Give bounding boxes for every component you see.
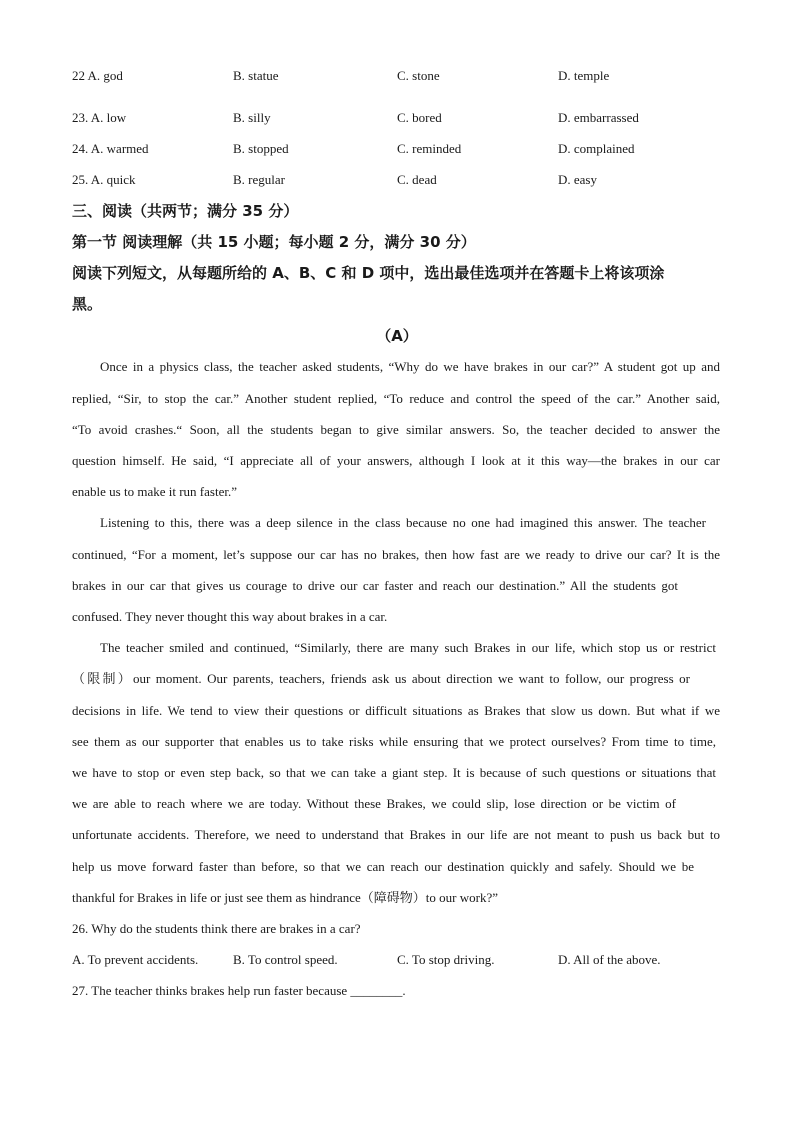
- option-c: C. stone: [397, 68, 440, 83]
- instruction-line-1: 阅读下列短文，从每题所给的 A、B、C 和 D 项中，选出最佳选项并在答题卡上将该项涂: [72, 264, 665, 282]
- passage-line: help us move forward faster than before, so that we can reach our destination quickly and safely. Should we be: [72, 859, 694, 874]
- passage-title: （A）: [376, 327, 418, 345]
- passage-line: Listening to this, there was a deep silence in the class because no one had imagined this answer. The teacher: [100, 515, 706, 530]
- instruction-line-2: 黑。: [72, 295, 103, 313]
- passage-line: enable us to make it run faster.”: [72, 484, 237, 499]
- option-b: B. stopped: [233, 141, 289, 156]
- option-b: B. regular: [233, 172, 285, 187]
- passage-line: see them as our supporter that enables us to take risks while ensuring that we protect ourselves? From time to time,: [72, 734, 716, 749]
- passage-line: thankful for Brakes in life or just see them as hindrance（障碍物）to our work?”: [72, 890, 498, 905]
- option-a: 25. A. quick: [72, 172, 136, 187]
- section-heading: 三、阅读（共两节；满分 35 分）: [72, 202, 299, 220]
- passage-line: continued, “For a moment, let’s suppose our car has no brakes, then how fast are we ready to drive our car? It is the: [72, 547, 720, 562]
- option-d: D. complained: [558, 141, 635, 156]
- option-c: C. bored: [397, 110, 442, 125]
- option-b: B. statue: [233, 68, 279, 83]
- option-c: C. reminded: [397, 141, 462, 156]
- option-a: A. To prevent accidents.: [72, 952, 199, 967]
- question-27-stem: 27. The teacher thinks brakes help run faster because ________.: [72, 983, 406, 998]
- passage-line: The teacher smiled and continued, “Similarly, there are many such Brakes in our life, which stop us or restrict: [100, 640, 716, 655]
- option-c: C. To stop driving.: [397, 952, 495, 967]
- passage-line: we have to stop or even step back, so that we can take a giant step. It is because of such questions or situations that: [72, 765, 716, 780]
- passage-line: question himself. He said, “I appreciate all of your answers, although I look at it this way—the brakes in our car: [72, 453, 720, 468]
- option-d: D. embarrassed: [558, 110, 639, 125]
- question-23-options: [72, 108, 752, 128]
- question-24-options: [72, 139, 752, 159]
- passage-line: replied, “Sir, to stop the car.” Another student replied, “To reduce and control the speed of the car.” Another said,: [72, 391, 720, 406]
- option-d: D. All of the above.: [558, 952, 661, 967]
- passage-line: brakes in our car that gives us courage to drive our car faster and reach our destination.” All the students got: [72, 578, 678, 593]
- question-26-stem: 26. Why do the students think there are brakes in a car?: [72, 921, 361, 936]
- passage-line: unfortunate accidents. Therefore, we need to understand that Brakes in our life are not meant to push us back but to: [72, 827, 720, 842]
- question-25-options: [72, 170, 752, 190]
- passage-line: “To avoid crashes.“ Soon, all the students began to give similar answers. So, the teacher decided to answer the: [72, 422, 720, 437]
- question-22-options: [72, 66, 752, 86]
- option-d: D. temple: [558, 68, 610, 83]
- option-b: B. silly: [233, 110, 271, 125]
- passage-line: we are able to reach where we are today. Without these Brakes, we could slip, lose direction or be victim of: [72, 796, 676, 811]
- option-d: D. easy: [558, 172, 597, 187]
- part-heading: 第一节 阅读理解（共 15 小题；每小题 2 分，满分 30 分）: [72, 233, 476, 251]
- option-b: B. To control speed.: [233, 952, 338, 967]
- passage-line: Once in a physics class, the teacher asked students, “Why do we have brakes in our car?” A student got up and: [100, 359, 720, 374]
- option-a: 23. A. low: [72, 110, 127, 125]
- option-a: 22 A. god: [72, 68, 123, 83]
- option-a: 24. A. warmed: [72, 141, 149, 156]
- question-26-options: [72, 950, 752, 970]
- passage-line: decisions in life. We tend to view their questions or difficult situations as Brakes that slow us down. But what if we: [72, 703, 720, 718]
- passage-line: confused. They never thought this way about brakes in a car.: [72, 609, 388, 624]
- passage-line: （限制）our moment. Our parents, teachers, friends ask us about direction we want to follow, our progress or: [72, 671, 690, 686]
- option-c: C. dead: [397, 172, 437, 187]
